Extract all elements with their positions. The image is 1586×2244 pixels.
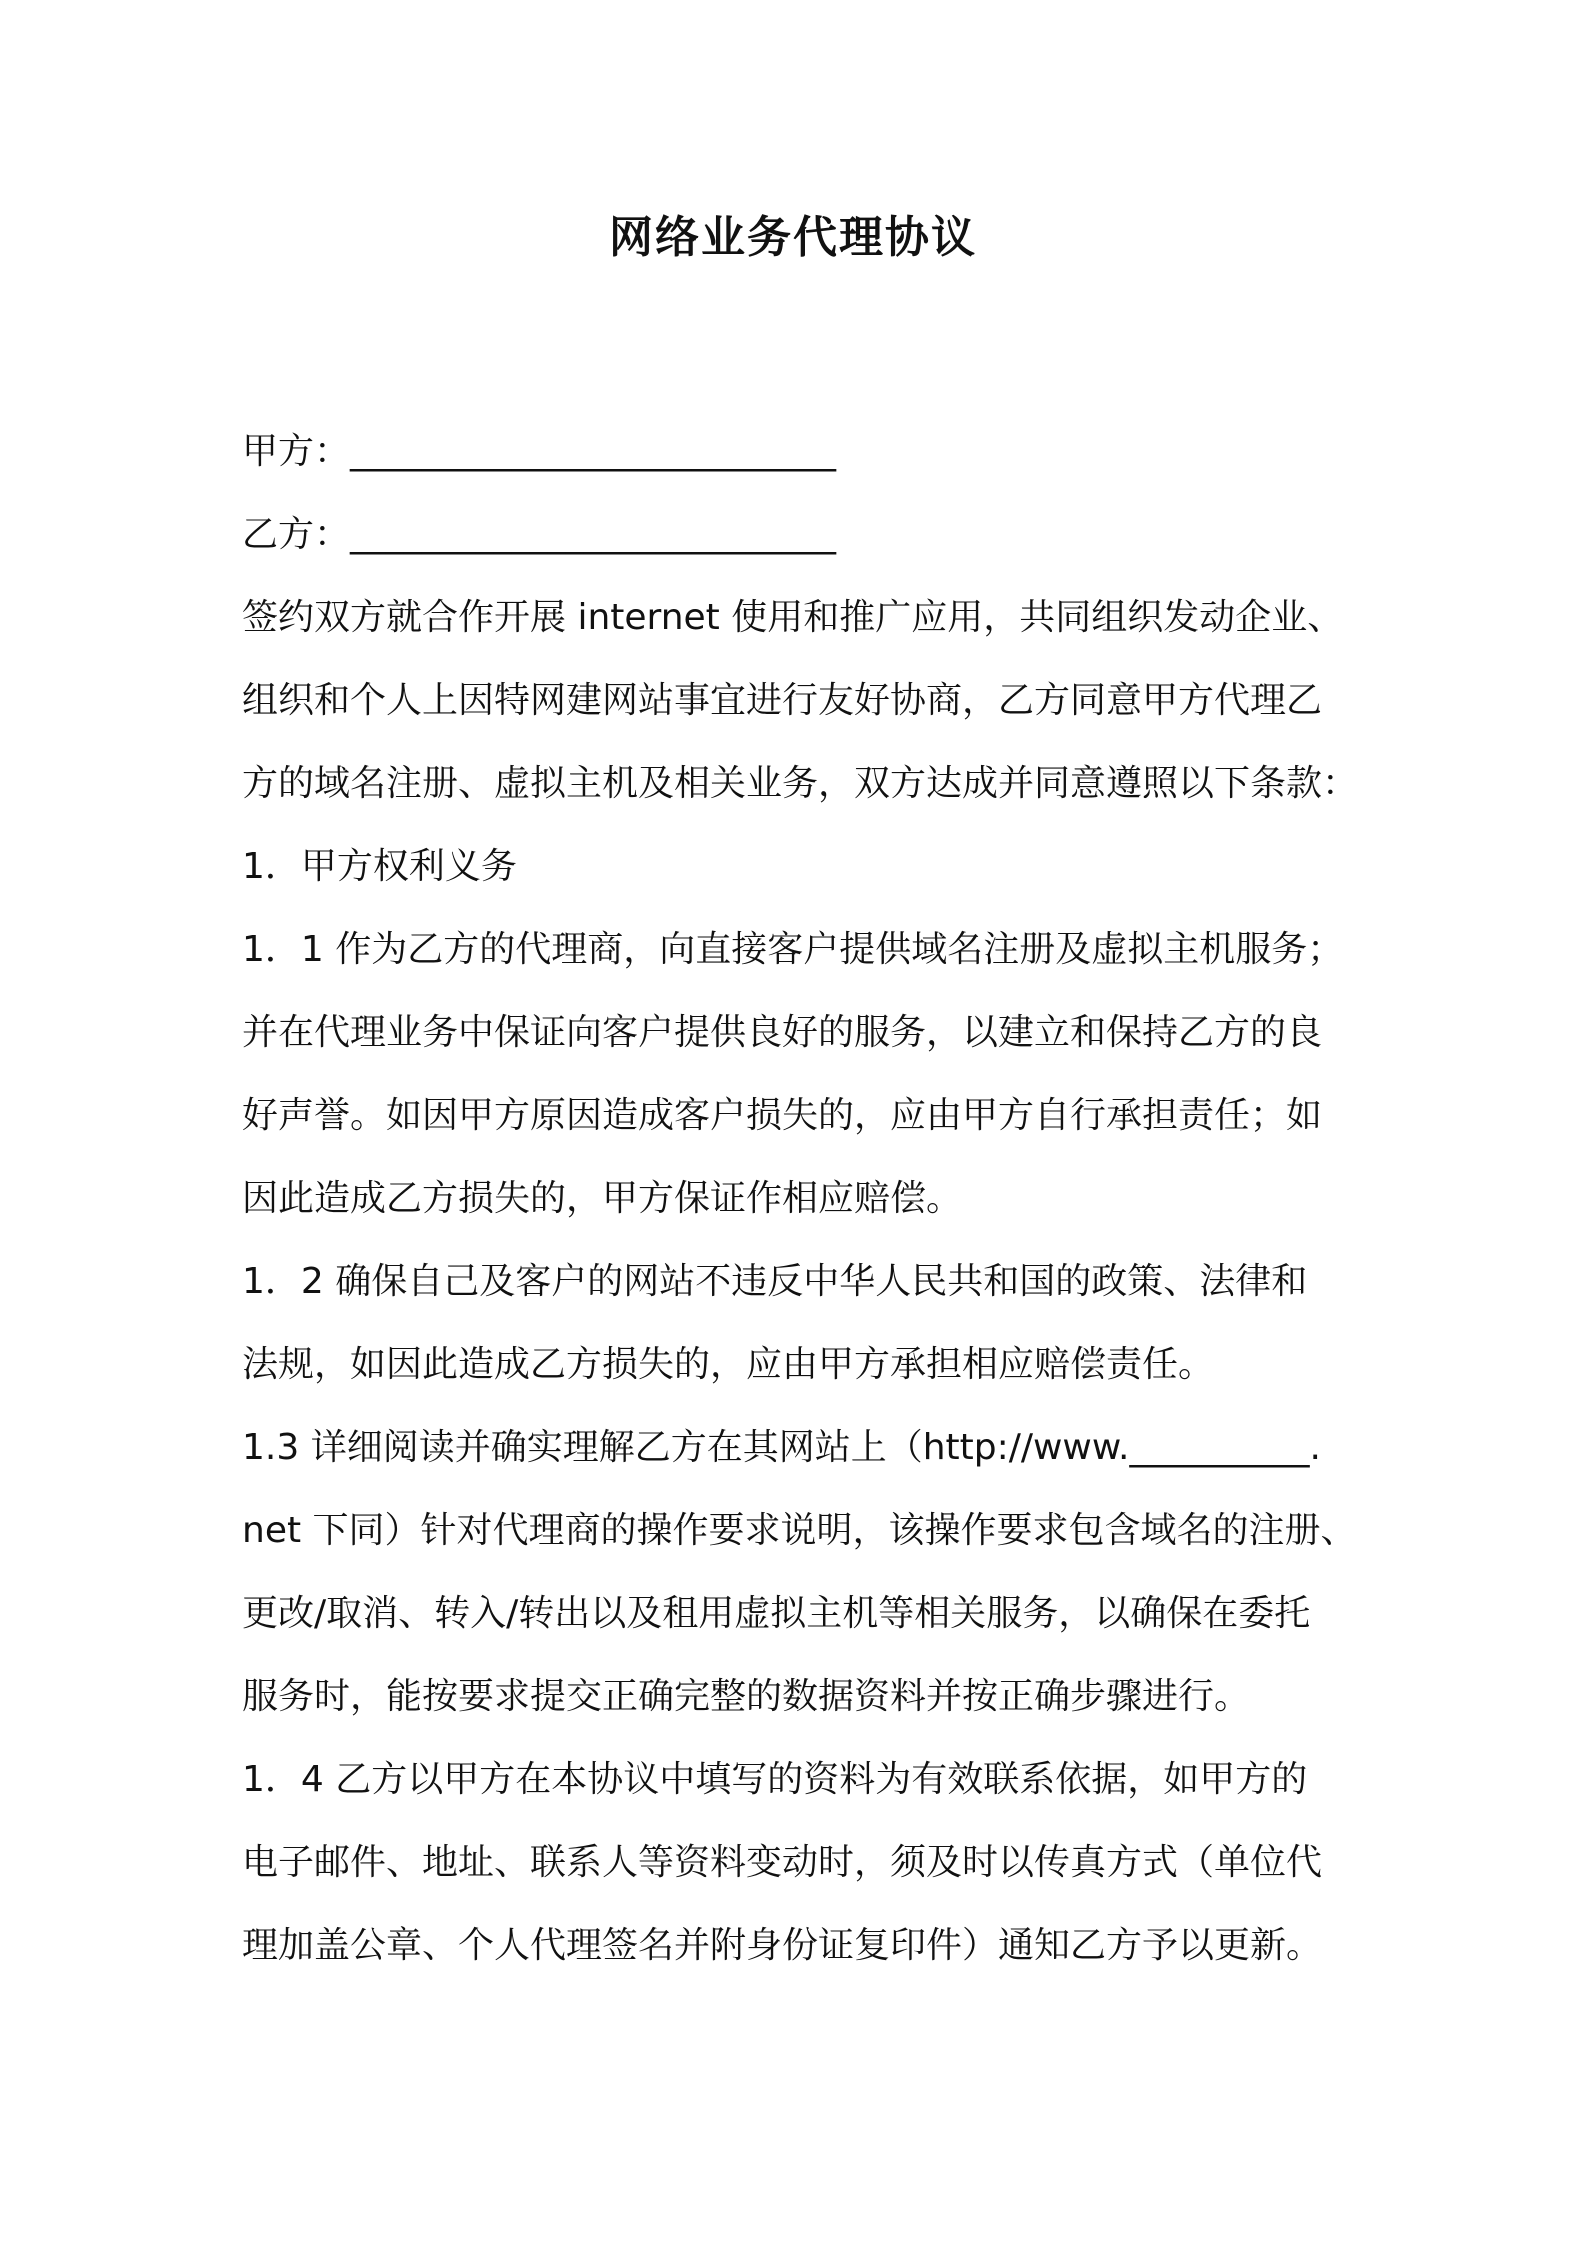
clause-1-2-line-2: 法规，如因此造成乙方损失的，应由甲方承担相应赔偿责任。	[242, 1344, 1215, 1385]
clause-1-1-line-2: 并在代理业务中保证向客户提供良好的服务，以建立和保持乙方的良	[242, 1012, 1323, 1053]
clause-1-1-line-4: 因此造成乙方损失的，甲方保证作相应赔偿。	[242, 1178, 963, 1219]
party-a-line: 甲方：___________________________	[242, 431, 837, 472]
clause-1-1-line-1: 1．1 作为乙方的代理商，向直接客户提供域名注册及虚拟主机服务；	[242, 929, 1344, 970]
clause-1-1-line-3: 好声誉。如因甲方原因造成客户损失的，应由甲方自行承担责任；如	[242, 1095, 1323, 1136]
section-1-heading: 1．甲方权利义务	[242, 846, 517, 887]
intro-line-2: 组织和个人上因特网建网站事宜进行友好协商，乙方同意甲方代理乙	[242, 680, 1323, 721]
clause-1-3-line-1: 1.3 详细阅读并确实理解乙方在其网站上（http://www.__________.	[242, 1427, 1321, 1468]
clause-1-4-line-2: 电子邮件、地址、联系人等资料变动时，须及时以传真方式（单位代	[242, 1842, 1323, 1883]
clause-1-3-line-2: net 下同）针对代理商的操作要求说明，该操作要求包含域名的注册、	[242, 1510, 1357, 1551]
document-body	[242, 410, 1367, 1987]
clause-1-3-line-3: 更改/取消、转入/转出以及租用虚拟主机等相关服务，以确保在委托	[242, 1593, 1311, 1634]
intro-line-1: 签约双方就合作开展 internet 使用和推广应用，共同组织发动企业、	[242, 597, 1344, 638]
clause-1-4-line-1: 1．4 乙方以甲方在本协议中填写的资料为有效联系依据，如甲方的	[242, 1759, 1308, 1800]
clause-1-3-line-4: 服务时，能按要求提交正确完整的数据资料并按正确步骤进行。	[242, 1676, 1251, 1717]
party-b-line: 乙方：___________________________	[242, 514, 837, 555]
clause-1-4-line-3: 理加盖公章、个人代理签名并附身份证复印件）通知乙方予以更新。	[242, 1925, 1323, 1966]
intro-line-3: 方的域名注册、虚拟主机及相关业务，双方达成并同意遵照以下条款：	[242, 763, 1359, 804]
clause-1-2-line-1: 1．2 确保自己及客户的网站不违反中华人民共和国的政策、法律和	[242, 1261, 1308, 1302]
document-title: 网络业务代理协议	[609, 212, 977, 263]
